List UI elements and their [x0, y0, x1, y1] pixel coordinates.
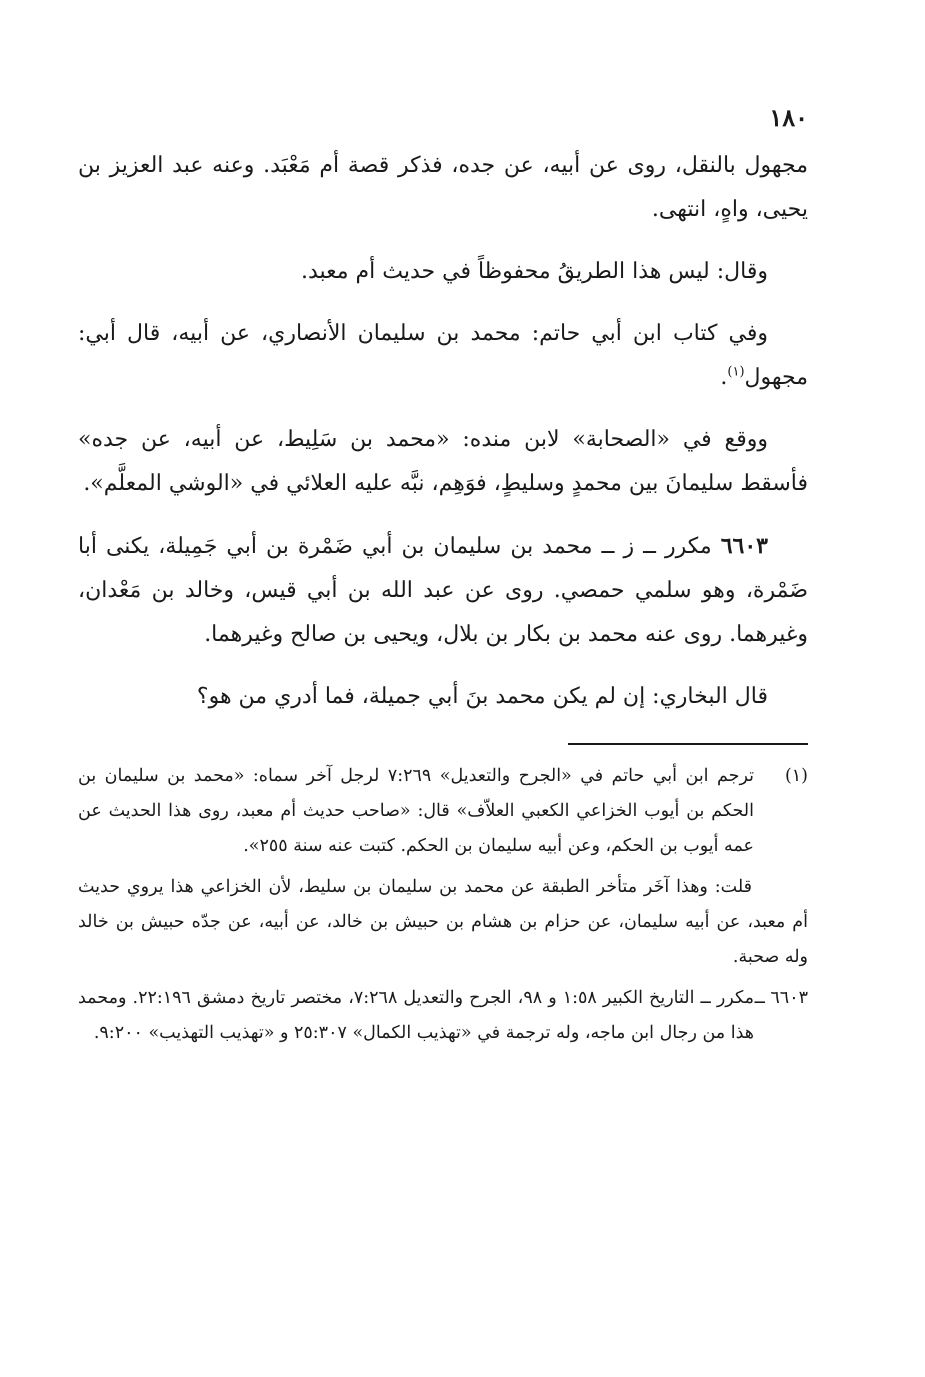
main-text [78, 144, 808, 719]
footnote-text: ترجم ابن أبي حاتم في «الجرح والتعديل» ٧:٢٦٩ لرجل آخر سماه: «محمد بن سليمان بن الحكم بن أيوب الخزاعي الكعبي العلاّف» قال: «صاحب حديث أم معبد، روى هذا الحديث عن عمه أيوب بن الحكم، وعن أبيه سليمان بن الحكم. كتبت عنه سنة ٢٥٥». [78, 766, 754, 856]
footnote-text: مكرر ــ التاريخ الكبير ١:٥٨ و ٩٨، الجرح والتعديل ٧:٢٦٨، مختصر تاريخ دمشق ٢٢:١٩٦. ومحمد هذا من رجال ابن ماجه، وله ترجمة في «تهذيب الكمال» ٢٥:٣٠٧ و «تهذيب التهذيب» ٩:٢٠٠. [78, 988, 754, 1043]
paragraph-3-text: وفي كتاب ابن أبي حاتم: محمد بن سليمان الأنصاري، عن أبيه، قال أبي: مجهول [78, 321, 808, 390]
footnote-marker: ٦٦٠٣ ــ [754, 988, 808, 1008]
page-number: ١٨٠ [769, 103, 808, 132]
footnote-marker: (١) [784, 766, 808, 786]
entry-text: مكرر ــ ز ــ محمد بن سليمان بن أبي ضَمْرة بن أبي جَمِيلة، يكنى أبا ضَمْرة، وهو سلمي حمصي. روى عن عبد الله بن أبي قيس، وخالد بن مَعْدان، وغيرهما. روى عنه محمد بن بكار بن بلال، ويحيى بن صالح وغيرهما. [78, 534, 808, 647]
paragraph-3: وفي كتاب ابن أبي حاتم: محمد بن سليمان الأنصاري، عن أبيه، قال أبي: مجهول$^{(١)}$. [78, 321, 808, 390]
footnotes [78, 759, 808, 1051]
footnote-1-continuation: قلت: وهذا آخَر متأخر الطبقة عن محمد بن سليمان بن سليط، لأن الخزاعي هذا يروي حديث أم معبد، عن أبيه سليمان، عن حزام بن هشام بن حبيش بن خالد، عن أبيه، عن جدّه حبيش بن خالد وله صحبة. [78, 877, 808, 967]
paragraph-2: وقال: ليس هذا الطريقُ محفوظاً في حديث أم معبد. [300, 259, 768, 284]
footnote-separator [568, 743, 808, 745]
entry-number: ٦٦٠٣ [720, 533, 768, 559]
entry-6603 [78, 524, 808, 657]
paragraph-4: ووقع في «الصحابة» لابن منده: «محمد بن سَلِيط، عن أبيه، عن جده» فأسقط سليمانَ بين محمدٍ وسليطٍ، فوَهِم، نبَّه عليه العلائي في «الوشي المعلَّم». [78, 427, 808, 496]
footnote-reference[interactable]: (١) [727, 364, 745, 380]
paragraph-5: قال البخاري: إن لم يكن محمد بنَ أبي جميلة، فما أدري من هو؟ [196, 684, 768, 709]
paragraph-1: مجهول بالنقل، روى عن أبيه، عن جده، فذكر قصة أم مَعْبَد. وعنه عبد العزيز بن يحيى، واهٍ، انتهى. [78, 153, 808, 222]
book-page [78, 92, 808, 1057]
footnote-6603 [78, 981, 808, 1051]
footnote-1 [78, 759, 808, 864]
